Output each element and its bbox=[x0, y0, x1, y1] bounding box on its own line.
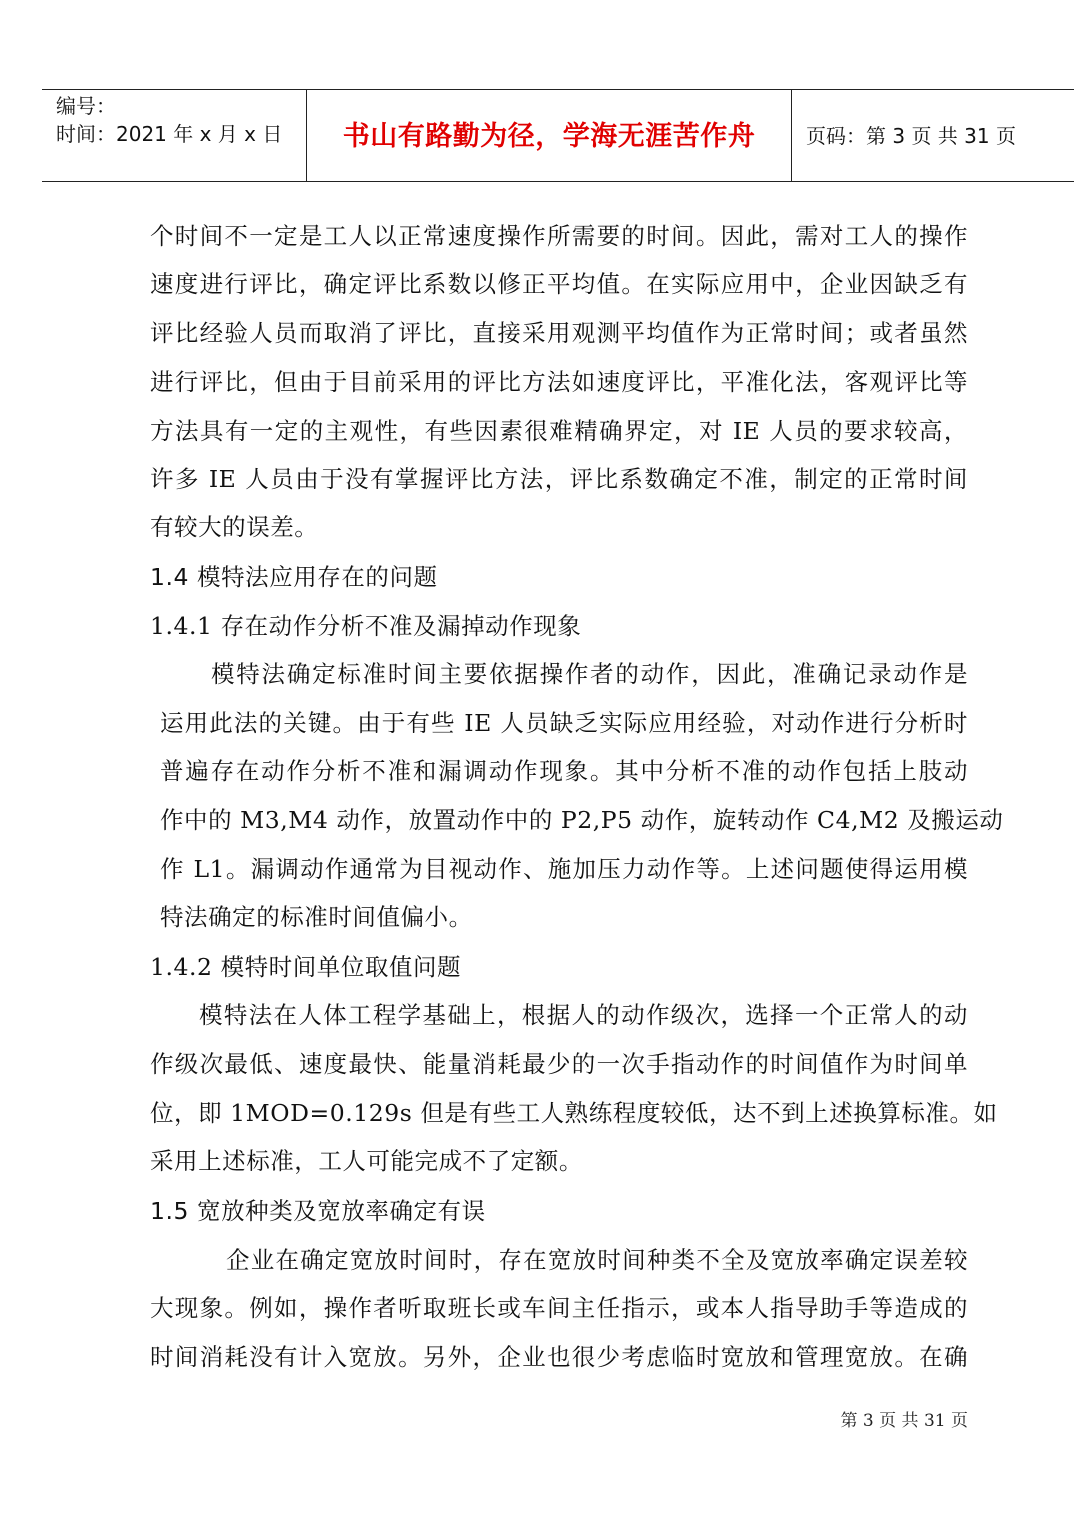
header-motto-cell bbox=[306, 90, 792, 181]
body-line: 作级次最低、速度最快、能量消耗最少的一次手指动作的时间值作为时间单 bbox=[150, 1050, 968, 1078]
body-line: 企业在确定宽放时间时，存在宽放时间种类不全及宽放率确定误差较 bbox=[226, 1246, 968, 1274]
header-page-number: 页码：第 3 页 共 31 页 bbox=[806, 124, 1016, 148]
document-date: 时间：2021 年 x 月 x 日 bbox=[56, 122, 283, 146]
body-line: 模特法确定标准时间主要依据操作者的动作，因此，准确记录动作是 bbox=[211, 660, 968, 688]
section-heading: 1.4 模特法应用存在的问题 bbox=[150, 563, 438, 591]
body-line: 速度进行评比，确定评比系数以修正平均值。在实际应用中，企业因缺乏有 bbox=[150, 270, 968, 298]
body-line: 大现象。例如，操作者听取班长或车间主任指示，或本人指导助手等造成的 bbox=[150, 1294, 968, 1322]
body-line: 个时间不一定是工人以正常速度操作所需要的时间。因此，需对工人的操作 bbox=[150, 222, 968, 250]
header-left-cell bbox=[42, 90, 306, 181]
body-line: 评比经验人员而取消了评比，直接采用观测平均值作为正常时间；或者虽然 bbox=[150, 319, 968, 347]
subsection-heading: 1.4.1 存在动作分析不准及漏掉动作现象 bbox=[150, 612, 582, 640]
body-line: 作 L1。漏调动作通常为目视动作、施加压力动作等。上述问题使得运用模 bbox=[160, 855, 968, 883]
body-line: 特法确定的标准时间值偏小。 bbox=[160, 903, 473, 931]
section-heading: 1.5 宽放种类及宽放率确定有误 bbox=[150, 1197, 486, 1225]
body-line: 运用此法的关键。由于有些 IE 人员缺乏实际应用经验，对动作进行分析时 bbox=[160, 709, 968, 737]
body-line: 采用上述标准，工人可能完成不了定额。 bbox=[150, 1147, 583, 1175]
body-line: 方法具有一定的主观性，有些因素很难精确界定，对 IE 人员的要求较高， bbox=[150, 417, 968, 445]
body-line: 普遍存在动作分析不准和漏调动作现象。其中分析不准的动作包括上肢动 bbox=[160, 757, 968, 785]
body-line: 有较大的误差。 bbox=[150, 513, 319, 541]
body-line: 许多 IE 人员由于没有掌握评比方法，评比系数确定不准，制定的正常时间 bbox=[150, 465, 968, 493]
document-number-label: 编号： bbox=[56, 94, 116, 118]
body-line: 位，即 1MOD=0.129s 但是有些工人熟练程度较低，达不到上述换算标准。如 bbox=[150, 1099, 998, 1127]
body-line: 进行评比，但由于目前采用的评比方法如速度评比，平准化法，客观评比等 bbox=[150, 368, 968, 396]
header-motto: 书山有路勤为径，学海无涯苦作舟 bbox=[342, 121, 756, 152]
body-line: 模特法在人体工程学基础上，根据人的动作级次，选择一个正常人的动 bbox=[199, 1001, 968, 1029]
page-footer: 第 3 页 共 31 页 bbox=[840, 1411, 968, 1431]
subsection-heading: 1.4.2 模特时间单位取值问题 bbox=[150, 953, 462, 981]
body-line: 时间消耗没有计入宽放。另外，企业也很少考虑临时宽放和管理宽放。在确 bbox=[150, 1343, 968, 1371]
page-header bbox=[42, 89, 1074, 182]
body-line: 作中的 M3,M4 动作，放置动作中的 P2,P5 动作，旋转动作 C4,M2 及搬运动 bbox=[160, 806, 1004, 834]
header-right-cell bbox=[792, 90, 1074, 181]
